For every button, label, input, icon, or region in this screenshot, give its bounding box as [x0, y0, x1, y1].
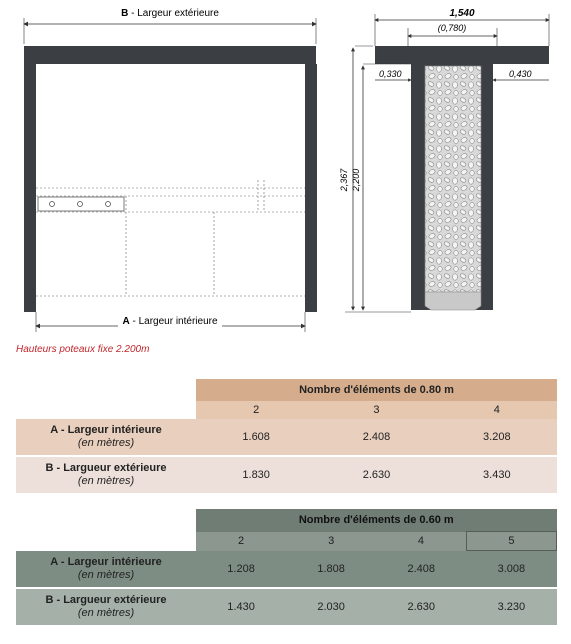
value-cell: 1.830 — [196, 457, 316, 493]
left-post — [24, 64, 36, 312]
value-cell: 1.608 — [196, 419, 316, 455]
inner-width-label: (0,780) — [437, 23, 467, 33]
count-header: 5 — [466, 532, 556, 551]
value-cell: 1.808 — [286, 551, 376, 588]
overall-height-label: 2,367 — [339, 168, 349, 192]
value-cell: 2.630 — [376, 589, 466, 625]
roof-beam — [24, 46, 316, 64]
table-080-elements — [16, 379, 557, 493]
row-label: A - Largeur intérieure (en mètres) — [16, 419, 196, 455]
front-view-drawing — [0, 0, 330, 340]
post-height-label: 2,200 — [351, 168, 361, 192]
count-header: 2 — [196, 401, 316, 419]
right-post — [305, 64, 317, 312]
table-060-elements — [16, 509, 557, 625]
row-label: A - Largeur intérieure (en mètres) — [16, 551, 196, 588]
value-cell: 2.408 — [316, 419, 436, 455]
table-corner — [16, 509, 196, 551]
value-cell: 3.230 — [466, 589, 556, 625]
count-header: 3 — [316, 401, 436, 419]
table-row — [16, 551, 557, 588]
table-row — [16, 457, 557, 493]
fixing-bracket — [38, 197, 124, 211]
table-row — [16, 589, 557, 625]
right-overhang-label: 0,430 — [509, 69, 532, 79]
decorative-stone-panel — [425, 66, 481, 292]
count-header: 3 — [286, 532, 376, 551]
bottom-dimension-label: A - Largeur intérieure — [122, 316, 218, 327]
row-label: B - Largueur extérieure (en mètres) — [16, 589, 196, 625]
post-height-note: Hauteurs poteaux fixe 2.200m — [16, 344, 150, 355]
value-cell: 1.430 — [196, 589, 286, 625]
value-cell: 2.630 — [316, 457, 436, 493]
top-dimension-label: B - Largeur extérieure — [121, 8, 219, 19]
side-roof-beam — [375, 46, 549, 64]
value-cell: 2.408 — [376, 551, 466, 588]
table-corner — [16, 379, 196, 419]
count-header: 2 — [196, 532, 286, 551]
overall-width-label: 1,540 — [449, 8, 475, 19]
count-header: 4 — [437, 401, 557, 419]
table-row — [16, 419, 557, 455]
side-view-drawing — [331, 0, 571, 330]
table-060-title: Nombre d'éléments de 0.60 m — [196, 509, 557, 532]
value-cell: 1.208 — [196, 551, 286, 588]
value-cell: 3.008 — [466, 551, 556, 588]
value-cell: 2.030 — [286, 589, 376, 625]
value-cell: 3.430 — [437, 457, 557, 493]
value-cell: 3.208 — [437, 419, 557, 455]
table-080-title: Nombre d'éléments de 0.80 m — [196, 379, 557, 401]
left-overhang-label: 0,330 — [379, 69, 402, 79]
hidden-lines — [36, 180, 305, 296]
count-header: 4 — [376, 532, 466, 551]
panel-base — [425, 292, 481, 310]
row-label: B - Largueur extérieure (en mètres) — [16, 457, 196, 493]
